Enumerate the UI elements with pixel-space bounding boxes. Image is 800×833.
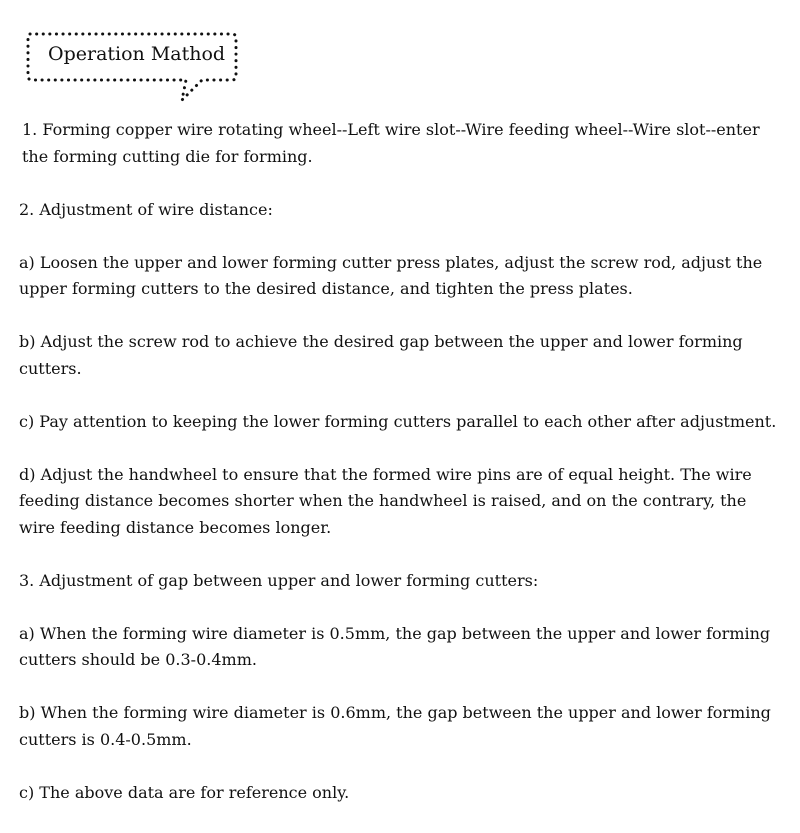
step-3-heading: 3. Adjustment of gap between upper and lower forming cutters: [19, 570, 539, 590]
instructions-body [19, 117, 779, 833]
step-3a: a) When the forming wire diameter is 0.5mm, the gap between the upper and lower forming cutters should be 0.3-0.4mm. [19, 623, 771, 669]
title-callout [24, 30, 234, 82]
step-3c: c) The above data are for reference only. [19, 782, 350, 802]
page-title: Operation Mathod [48, 43, 226, 65]
dotted-speech-bubble-icon [24, 30, 244, 105]
step-3b: b) When the forming wire diameter is 0.6mm, the gap between the upper and lower forming cutters is 0.4-0.5mm. [19, 703, 771, 749]
step-2b: b) Adjust the screw rod to achieve the desired gap between the upper and lower forming cutters. [19, 332, 743, 378]
step-2c: c) Pay attention to keeping the lower forming cutters parallel to each other after adjustment. [19, 411, 777, 431]
step-2-heading: 2. Adjustment of wire distance: [19, 199, 273, 219]
step-2d: d) Adjust the handwheel to ensure that the formed wire pins are of equal height. The wire feeding distance becomes shorter when the handwheel is raised, and on the contrary, the wire feeding distance becomes longer. [19, 464, 752, 537]
step-1: 1. Forming copper wire rotating wheel--Left wire slot--Wire feeding wheel--Wire slot--enter the forming cutting die for forming. [22, 120, 760, 166]
step-2a: a) Loosen the upper and lower forming cutter press plates, adjust the screw rod, adjust the upper forming cutters to the desired distance, and tighten the press plates. [19, 252, 763, 298]
